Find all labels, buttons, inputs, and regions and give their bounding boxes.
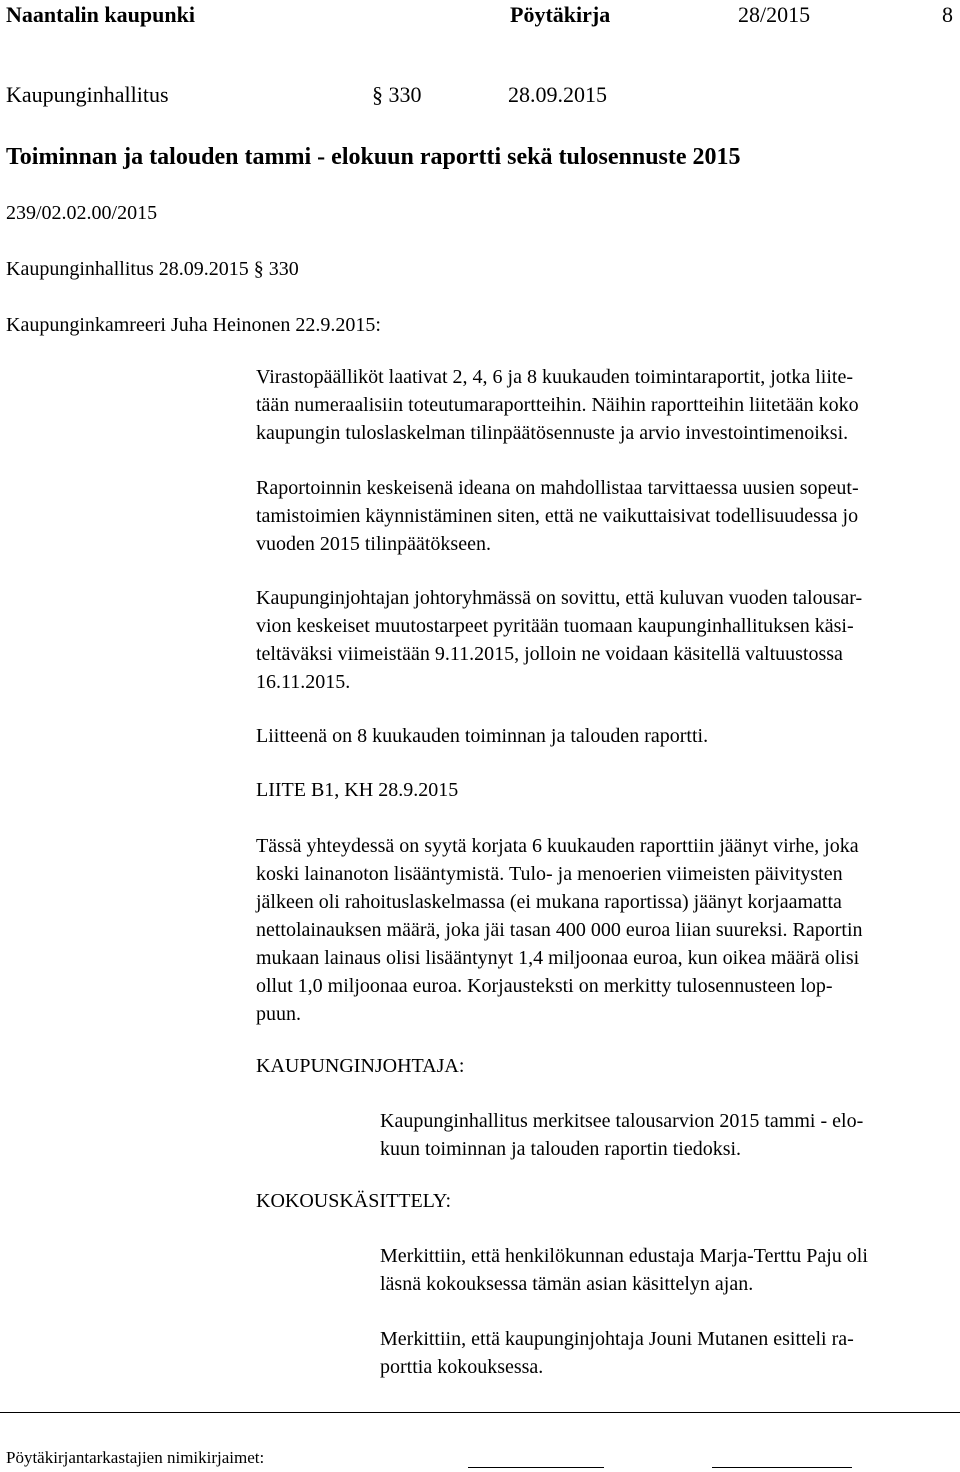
paragraph: [256, 722, 956, 750]
handling-item: [380, 1242, 956, 1298]
text-line: Tässä yhteydessä on syytä korjata 6 kuukauden raporttiin jäänyt virhe, joka: [256, 835, 859, 857]
text-line: Virastopäälliköt laativat 2, 4, 6 ja 8 kuukauden toimintaraportit, jotka liite-: [256, 366, 853, 388]
text-line: Liitteenä on 8 kuukauden toiminnan ja talouden raportti.: [256, 725, 709, 747]
text-line: koski lainanoton lisääntymistä. Tulo- ja menoerien viimeisten päivitysten: [256, 863, 843, 885]
meeting-reference: Kaupunginhallitus 28.09.2015 § 330: [6, 258, 299, 280]
text-line: vuoden 2015 tilinpäätökseen.: [256, 533, 491, 555]
text-line: läsnä kokouksessa tämän asian käsittelyn ajan.: [380, 1273, 754, 1295]
city-name: Naantalin kaupunki: [6, 2, 195, 27]
paragraph: [256, 832, 956, 1028]
proposal-text: [380, 1107, 956, 1163]
text-line: nettolainauksen määrä, joka jäi tasan 400 000 euroa liian suureksi. Raportin: [256, 919, 863, 941]
text-line: ollut 1,0 miljoonaa euroa. Korjausteksti on merkitty tulosennusteen lop-: [256, 975, 833, 997]
text-line: tamistoimien käynnistäminen siten, että ne vaikuttaisivat todellisuudessa jo: [256, 505, 859, 527]
footer-divider: [0, 1412, 960, 1413]
preparer-line: Kaupunginkamreeri Juha Heinonen 22.9.2015:: [6, 314, 381, 336]
text-line: vion keskeiset muutostarpeet pyritään tuomaan kaupunginhallituksen käsi-: [256, 615, 854, 637]
text-line: teltäväksi viimeistään 9.11.2015, jolloin ne voidaan käsitellä valtuustossa: [256, 643, 843, 665]
text-line: jälkeen oli rahoituslaskelmassa (ei mukana raportissa) jäänyt korjaamatta: [256, 891, 842, 913]
text-line: kuun toiminnan ja talouden raportin tiedoksi.: [380, 1138, 742, 1160]
handling-item: [380, 1325, 956, 1381]
meeting-section: § 330: [372, 82, 422, 107]
text-line: Kaupunginjohtajan johtoryhmässä on sovittu, että kuluvan vuoden talousar-: [256, 587, 863, 609]
page-number: 8: [942, 2, 953, 27]
text-line: Merkittiin, että kaupunginjohtaja Jouni Mutanen esitteli ra-: [380, 1328, 854, 1350]
text-line: tään numeraalisiin toteutumaraportteihin. Näihin raportteihin liitetään koko: [256, 394, 859, 416]
attachment-reference: [256, 776, 956, 804]
text-line: Merkittiin, että henkilökunnan edustaja Marja-Terttu Paju oli: [380, 1245, 868, 1267]
handling-label: KOKOUSKÄSITTELY:: [256, 1190, 452, 1212]
text-line: Kaupunginhallitus merkitsee talousarvion 2015 tammi - elo-: [380, 1110, 864, 1132]
signature-line[interactable]: [712, 1467, 852, 1468]
paragraph: [256, 474, 956, 558]
text-line: kaupungin tuloslaskelman tilinpäätösennuste ja arvio investointimenoiksi.: [256, 422, 849, 444]
meeting-body: Kaupunginhallitus: [6, 82, 169, 107]
document-type: Pöytäkirja: [510, 2, 611, 27]
document-number: 28/2015: [738, 2, 811, 27]
text-line: Raportoinnin keskeisenä ideana on mahdollistaa tarvittaessa uusien sopeut-: [256, 477, 859, 499]
proposal-label: KAUPUNGINJOHTAJA:: [256, 1055, 465, 1077]
page-title: Toiminnan ja talouden tammi - elokuun raportti sekä tulosennuste 2015: [6, 144, 741, 170]
text-line: LIITE B1, KH 28.9.2015: [256, 779, 459, 801]
text-line: 16.11.2015.: [256, 671, 351, 693]
paragraph: [256, 363, 956, 447]
meeting-date: 28.09.2015: [508, 82, 607, 107]
text-line: puun.: [256, 1003, 301, 1025]
paragraph: [256, 584, 956, 696]
text-line: mukaan lainaus olisi lisääntynyt 1,4 miljoonaa euroa, kun oikea määrä olisi: [256, 947, 860, 969]
record-number: 239/02.02.00/2015: [6, 202, 158, 224]
signatures-label: Pöytäkirjantarkastajien nimikirjaimet:: [6, 1448, 265, 1467]
signature-line[interactable]: [468, 1467, 604, 1468]
text-line: porttia kokouksessa.: [380, 1356, 544, 1378]
